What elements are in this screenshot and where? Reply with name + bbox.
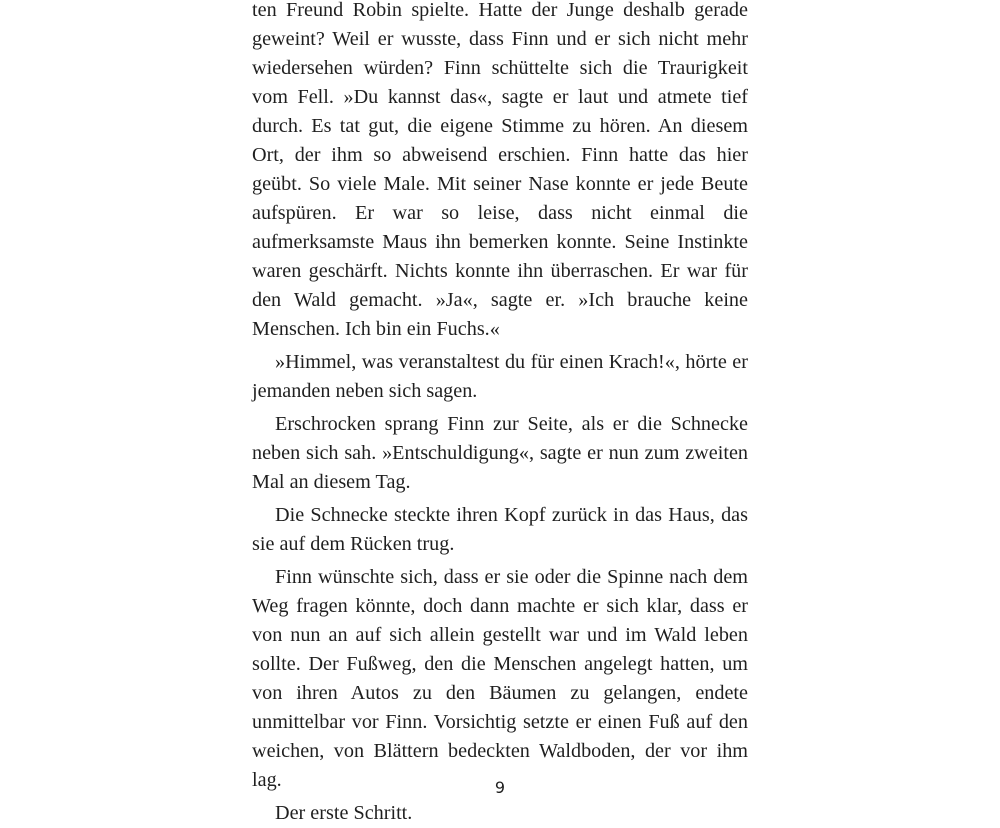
paragraph: Erschrocken sprang Finn zur Seite, als er die Schnecke neben sich sah. »Entschuldigung«, sagte er nun zum zweiten Mal an diesem Tag. bbox=[252, 413, 748, 493]
paragraph: Finn wünschte sich, dass er sie oder die Spinne nach dem Weg fragen könnte, doch dann machte er sich klar, dass er von nun an auf sich allein gestellt war und im Wald leben sollte. Der Fußweg, den die Menschen angelegt hatten, um von ihren Autos zu den Bäumen zu gelangen, endete unmittelbar vor Finn. Vorsichtig setzte er einen Fuß auf den weichen, von Blättern bedeckten Waldboden, der vor ihm lag. bbox=[252, 566, 748, 791]
paragraph: »Himmel, was veranstaltest du für einen Krach!«, hörte er jemanden neben sich sagen. bbox=[252, 351, 748, 402]
body-text bbox=[252, 0, 748, 828]
page-number: 9 bbox=[494, 778, 506, 797]
paragraph-continuation: ten Freund Robin spielte. Hatte der Junge deshalb gerade geweint? Weil er wusste, dass Finn und er sich nicht mehr wiedersehen würden? Finn schüttelte sich die Traurigkeit vom Fell. »Du kannst das«, sagte er laut und atmete tief durch. Es tat gut, die eigene Stimme zu hören. An diesem Ort, der ihm so abweisend erschien. Finn hatte das hier geübt. So viele Male. Mit seiner Nase konnte er jede Beute aufspüren. Er war so leise, dass nicht einmal die aufmerksamste Maus ihn bemerken konnte. Seine Instinkte waren geschärft. Nichts konnte ihn überraschen. Er war für den Wald gemacht. »Ja«, sagte er. »Ich brauche keine Menschen. Ich bin ein Fuchs.« bbox=[252, 0, 748, 340]
paragraph: Die Schnecke steckte ihren Kopf zurück in das Haus, das sie auf dem Rücken trug. bbox=[252, 504, 748, 555]
paragraph: Der erste Schritt. bbox=[275, 802, 413, 824]
